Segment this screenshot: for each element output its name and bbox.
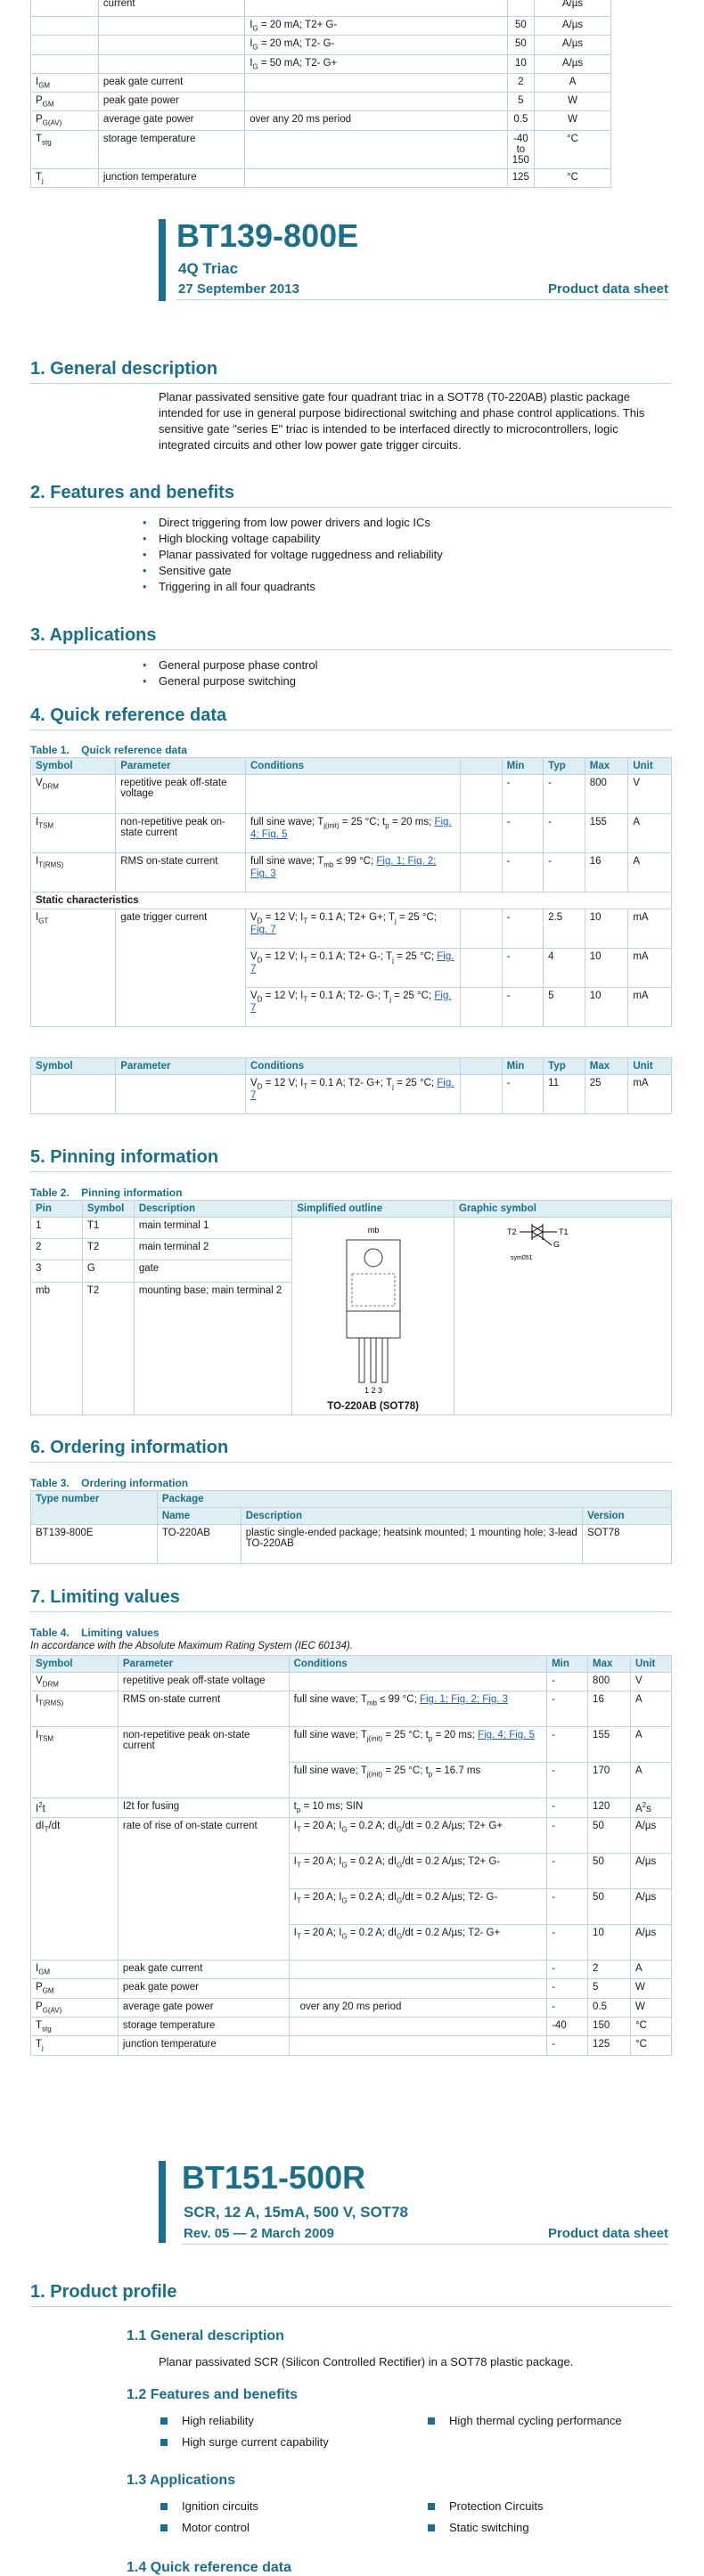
cell: 50 bbox=[588, 1818, 631, 1854]
col-header: Conditions bbox=[246, 1058, 461, 1075]
mb-label: mb bbox=[367, 1226, 379, 1235]
fig-link[interactable]: Fig. 7 bbox=[250, 1078, 454, 1102]
cell: mb bbox=[31, 1282, 83, 1414]
cell: SOT78 bbox=[583, 1525, 672, 1564]
cell: 155 bbox=[588, 1727, 631, 1763]
subsection-applications: 1.3 Applications bbox=[127, 2473, 236, 2488]
col-header: Package bbox=[157, 1491, 671, 1508]
col-header: Min bbox=[502, 758, 544, 775]
cell: 2 bbox=[507, 73, 534, 92]
cell: 10 bbox=[588, 1925, 631, 1961]
cell: full sine wave; $T_{j(init)} = 25$ °C; $t_p = 20$ ms; Fig. 4; Fig. 5 bbox=[289, 1727, 546, 1763]
cell: 4 bbox=[544, 949, 585, 988]
subsection-quick-reference: 1.4 Quick reference data bbox=[127, 2560, 291, 2575]
cell: storage temperature bbox=[118, 2018, 289, 2036]
cell: $I_T = 20$ A; $I_G = 0.2$ A; $dI_G/dt = 0.2$ A/µs; T2+ G- bbox=[289, 1854, 546, 1889]
cell: 2 bbox=[588, 1961, 631, 1979]
cell: T2 bbox=[82, 1239, 134, 1260]
fig-link[interactable]: Fig. 7 bbox=[250, 951, 454, 975]
cell: $I_T = 20$ A; $I_G = 0.2$ A; $dI_G/dt = 0.2$ A/µs; T2- G+ bbox=[289, 1925, 546, 1961]
cell: average gate power bbox=[98, 111, 244, 130]
cell: BT139-800E bbox=[31, 1525, 158, 1564]
product-date: 27 September 2013 bbox=[178, 281, 299, 297]
cell: -40 bbox=[547, 2018, 588, 2036]
general-description-text: Planar passivated sensitive gate four quadrant triac in a SOT78 (T0-220AB) plastic package intended for use in general purpose bidirectional switching and phase control applications. This sensitive gate "series E" triac is intended to be interfaced directly to microcontrollers, logic integrated circuits and other low power gate trigger circuits. bbox=[159, 390, 645, 452]
symbol-t2-label: T2 bbox=[507, 1227, 517, 1236]
cell: - bbox=[547, 1979, 588, 1998]
cell: $P_{GM}$ bbox=[31, 93, 99, 111]
cell: 5 bbox=[588, 1979, 631, 1998]
cell: main terminal 1 bbox=[134, 1218, 291, 1239]
cell: 10 bbox=[585, 909, 628, 949]
cell: plastic single-ended package; heatsink mounted; 1 mounting hole; 3-lead TO-220AB bbox=[241, 1525, 582, 1564]
table-caption: Table 3. Ordering information bbox=[30, 1477, 189, 1489]
cell: - bbox=[547, 1818, 588, 1854]
table-caption: Table 4. Limiting values bbox=[30, 1626, 160, 1639]
cell: $I^2t$ bbox=[31, 1798, 119, 1818]
col-header: Conditions bbox=[246, 758, 461, 775]
fig-link[interactable]: Fig. 7 bbox=[250, 925, 276, 936]
list-item: High reliability bbox=[159, 2410, 329, 2432]
cell: $I_{GM}$ bbox=[31, 73, 99, 92]
cell: - bbox=[547, 1798, 588, 1818]
cell: 5 bbox=[507, 93, 534, 111]
applications-list bbox=[159, 657, 318, 689]
section-quick-reference: 4. Quick reference data bbox=[30, 705, 672, 730]
col-header: Typ bbox=[544, 1058, 585, 1075]
cell: °C bbox=[534, 168, 610, 187]
cell: -40 to 150 bbox=[507, 130, 534, 168]
col-header: Name bbox=[157, 1508, 241, 1525]
cell: - bbox=[547, 1763, 588, 1798]
cell: mA bbox=[628, 988, 672, 1027]
cell: $V_D = 12$ V; $I_T = 0.1$ A; T2- G+; $T_j = 25$ °C; Fig. 7 bbox=[246, 1075, 461, 1114]
cell: $T_{stg}$ bbox=[31, 2018, 119, 2036]
cell: 120 bbox=[588, 1798, 631, 1818]
cell: W bbox=[631, 1979, 672, 1998]
cell: $T_{stg}$ bbox=[31, 130, 99, 168]
simplified-outline-cell bbox=[292, 1218, 454, 1415]
list-item: Ignition circuits bbox=[159, 2496, 258, 2517]
cell: A bbox=[631, 1727, 672, 1763]
cell: average gate power bbox=[118, 1998, 289, 2017]
cell: G bbox=[82, 1260, 134, 1282]
col-header: Unit bbox=[631, 1656, 672, 1673]
cell: A/µs bbox=[631, 1925, 672, 1961]
cell: A/µs bbox=[534, 54, 610, 73]
col-header: Description bbox=[241, 1508, 582, 1525]
cell: repetitive peak off-state voltage bbox=[118, 1673, 289, 1692]
col-header: Max bbox=[585, 1058, 628, 1075]
features-list bbox=[159, 515, 443, 595]
cell: 155 bbox=[585, 814, 628, 853]
cell: $I_{T(RMS)}$ bbox=[31, 1692, 119, 1727]
col-header: Simplified outline bbox=[292, 1201, 454, 1218]
pinning-table bbox=[30, 1200, 672, 1415]
table-caption: Table 2. Pinning information bbox=[30, 1186, 183, 1199]
section-ordering: 6. Ordering information bbox=[30, 1438, 672, 1463]
cell: full sine wave; $T_{j(init)} = 25$ °C; $t_p = 20$ ms; Fig. 4; Fig. 5 bbox=[246, 814, 461, 853]
cell: $I_{TSM}$ bbox=[31, 1727, 119, 1798]
col-header: Parameter bbox=[116, 1058, 246, 1075]
cell: mA bbox=[628, 949, 672, 988]
cell: $P_{GM}$ bbox=[31, 1979, 119, 1998]
col-header: Conditions bbox=[289, 1656, 546, 1673]
header-accent-bar bbox=[159, 2161, 166, 2243]
fig-link[interactable]: Fig. 7 bbox=[250, 990, 452, 1015]
cell: junction temperature bbox=[98, 168, 244, 187]
cell: 125 bbox=[507, 168, 534, 187]
fig-link[interactable]: Fig. 1; Fig. 2; Fig. 3 bbox=[419, 1694, 509, 1706]
cell: 1 bbox=[31, 1218, 83, 1239]
cell: V bbox=[628, 775, 672, 814]
cell: over any 20 ms period bbox=[289, 1998, 546, 2017]
cell: peak gate power bbox=[98, 93, 244, 111]
cell: $V_{DRM}$ bbox=[31, 1673, 119, 1692]
cell: TO-220AB bbox=[157, 1525, 241, 1564]
product-title: BT151-500R bbox=[182, 2159, 366, 2196]
cell: mA bbox=[628, 909, 672, 949]
col-header: Max bbox=[588, 1656, 631, 1673]
cell: - bbox=[502, 775, 544, 814]
doc-type: Product data sheet bbox=[547, 281, 668, 297]
product-date: Rev. 05 — 2 March 2009 bbox=[184, 2226, 334, 2241]
section-pinning: 5. Pinning information bbox=[30, 1147, 672, 1172]
cell: 3 bbox=[31, 1260, 83, 1282]
quick-reference-table-continued bbox=[30, 1057, 672, 1114]
to220-outline-drawing bbox=[320, 1220, 427, 1398]
cell: $I_T = 20$ A; $I_G = 0.2$ A; $dI_G/dt = 0.2$ A/µs; T2- G- bbox=[289, 1889, 546, 1925]
cell: storage temperature bbox=[98, 130, 244, 168]
cell: - bbox=[544, 814, 585, 853]
symbol-code: sym051 bbox=[511, 1255, 533, 1261]
cell: junction temperature bbox=[118, 2036, 289, 2055]
applications-list-left bbox=[159, 2496, 258, 2539]
cell: 0.5 bbox=[507, 111, 534, 130]
col-header: Symbol bbox=[31, 1058, 116, 1075]
cell: $P_{G(AV)}$ bbox=[31, 111, 99, 130]
cell: $I_{TSM}$ bbox=[31, 814, 116, 853]
cell: repetitive peak off-state voltage bbox=[116, 775, 246, 814]
cell: $I_{T(RMS)}$ bbox=[31, 853, 116, 893]
cell: mA bbox=[628, 1075, 672, 1114]
section-limiting: 7. Limiting values bbox=[30, 1587, 672, 1612]
quick-reference-table bbox=[30, 757, 672, 1027]
col-header: Parameter bbox=[118, 1656, 289, 1673]
cell: - bbox=[547, 1998, 588, 2017]
cell bbox=[507, 0, 534, 17]
cell bbox=[31, 0, 99, 17]
cell: peak gate power bbox=[118, 1979, 289, 1998]
cell: 800 bbox=[585, 775, 628, 814]
list-item: Static switching bbox=[426, 2517, 543, 2539]
cell: - bbox=[502, 853, 544, 893]
cell: $I_G = 20$ mA; T2- G- bbox=[245, 36, 508, 54]
cell: 50 bbox=[588, 1889, 631, 1925]
cell: A bbox=[628, 853, 672, 893]
list-item: High thermal cycling performance bbox=[426, 2410, 622, 2432]
cell: A bbox=[628, 814, 672, 853]
product-subtitle: SCR, 12 A, 15mA, 500 V, SOT78 bbox=[184, 2204, 408, 2221]
top-limiting-table bbox=[30, 0, 672, 188]
product-title: BT139-800E bbox=[176, 217, 359, 254]
cell: $T_j$ bbox=[31, 168, 99, 187]
list-item: • Direct triggering from low power drivers and logic ICs bbox=[159, 515, 443, 531]
cell: current bbox=[98, 0, 244, 17]
cell: I2t for fusing bbox=[118, 1798, 289, 1818]
cell: 50 bbox=[507, 36, 534, 54]
static-characteristics-label: Static characteristics bbox=[31, 893, 672, 909]
cell: - bbox=[502, 909, 544, 949]
cell: - bbox=[502, 949, 544, 988]
cell: - bbox=[547, 1727, 588, 1763]
list-item: • Sensitive gate bbox=[159, 563, 443, 579]
cell: 125 bbox=[588, 2036, 631, 2055]
cell: peak gate current bbox=[98, 73, 244, 92]
cell: - bbox=[547, 1961, 588, 1979]
cell: $V_D = 12$ V; $I_T = 0.1$ A; T2+ G-; $T_j = 25$ °C; Fig. 7 bbox=[246, 949, 461, 988]
cell: - bbox=[547, 2036, 588, 2055]
list-item: Protection Circuits bbox=[426, 2496, 543, 2517]
cell bbox=[245, 0, 508, 17]
cell: $V_{DRM}$ bbox=[31, 775, 116, 814]
cell: 10 bbox=[507, 54, 534, 73]
cell: W bbox=[534, 93, 610, 111]
cell: 10 bbox=[585, 949, 628, 988]
cell: A bbox=[631, 1692, 672, 1727]
section-general-description: 1. General description bbox=[30, 359, 672, 384]
list-item: • High blocking voltage capability bbox=[159, 531, 443, 547]
list-item: • General purpose switching bbox=[159, 673, 318, 689]
cell: - bbox=[547, 1889, 588, 1925]
cell: T2 bbox=[82, 1282, 134, 1414]
cell: - bbox=[502, 1075, 544, 1114]
col-header: Min bbox=[547, 1656, 588, 1673]
list-item: • General purpose phase control bbox=[159, 657, 318, 673]
header-rule bbox=[182, 2244, 668, 2245]
section-product-profile: 1. Product profile bbox=[30, 2282, 672, 2307]
features-list-left bbox=[159, 2410, 329, 2453]
outline-caption: TO-220AB (SOT78) bbox=[327, 1401, 419, 1412]
subsection-general-description: 1.1 General description bbox=[127, 2328, 284, 2344]
cell: $V_D = 12$ V; $I_T = 0.1$ A; T2+ G+; $T_j = 25$ °C; Fig. 7 bbox=[246, 909, 461, 949]
cell: A bbox=[534, 73, 610, 92]
cell: peak gate current bbox=[118, 1961, 289, 1979]
cell: 50 bbox=[507, 17, 534, 36]
applications-list-right bbox=[426, 2496, 543, 2539]
cell: - bbox=[547, 1692, 588, 1727]
cell: A/µs bbox=[534, 17, 610, 36]
header-accent-bar bbox=[159, 219, 166, 301]
cell: gate bbox=[134, 1260, 291, 1282]
col-header: Version bbox=[583, 1508, 672, 1525]
cell: 50 bbox=[588, 1854, 631, 1889]
general-description-text: Planar passivated SCR (Silicon Controlled Rectifier) in a SOT78 plastic package. bbox=[159, 2355, 574, 2368]
cell: - bbox=[547, 1673, 588, 1692]
fig-link[interactable]: Fig. 4; Fig. 5 bbox=[250, 817, 452, 841]
features-list-right bbox=[426, 2410, 622, 2432]
cell: $I_G = 20$ mA; T2+ G- bbox=[245, 17, 508, 36]
symbol-t1-label: T1 bbox=[559, 1227, 569, 1236]
col-header: Parameter bbox=[116, 758, 246, 775]
cell: $A^2s$ bbox=[631, 1798, 672, 1818]
cell: 2 bbox=[31, 1239, 83, 1260]
col-header: Unit bbox=[628, 758, 672, 775]
cell: - bbox=[544, 775, 585, 814]
cell: $V_D = 12$ V; $I_T = 0.1$ A; T2- G-; $T_j = 25$ °C; Fig. 7 bbox=[246, 988, 461, 1027]
cell: °C bbox=[534, 130, 610, 168]
table-caption: Table 1. Quick reference data bbox=[30, 744, 187, 756]
cell: A/µs bbox=[631, 1889, 672, 1925]
cell: 2.5 bbox=[544, 909, 585, 949]
graphic-symbol-cell bbox=[454, 1218, 672, 1415]
cell: RMS on-state current bbox=[116, 853, 246, 893]
cell: - bbox=[547, 1854, 588, 1889]
cell: $dI_T/dt$ bbox=[31, 1818, 119, 1961]
cell: $I_{GT}$ bbox=[31, 909, 116, 1027]
list-item: High surge current capability bbox=[159, 2432, 329, 2453]
cell: T1 bbox=[82, 1218, 134, 1239]
section-features: 2. Features and benefits bbox=[30, 483, 672, 508]
product-subtitle: 4Q Triac bbox=[178, 260, 239, 277]
limiting-table bbox=[30, 1655, 672, 2056]
cell: mounting base; main terminal 2 bbox=[134, 1282, 291, 1414]
list-item: • Triggering in all four quadrants bbox=[159, 579, 443, 595]
cell: non-repetitive peak on-state current bbox=[116, 814, 246, 853]
col-header: Typ bbox=[544, 758, 585, 775]
cell: 800 bbox=[588, 1673, 631, 1692]
col-header: Max bbox=[585, 758, 628, 775]
cell: A/µs bbox=[534, 36, 610, 54]
cell: full sine wave; $T_{mb} \le 99$ °C; Fig. 1; Fig. 2; Fig. 3 bbox=[246, 853, 461, 893]
col-header: Symbol bbox=[31, 758, 116, 775]
cell: V bbox=[631, 1673, 672, 1692]
col-header: Description bbox=[134, 1201, 291, 1218]
header-rule bbox=[176, 299, 668, 300]
cell: 0.5 bbox=[588, 1998, 631, 2017]
col-header: Symbol bbox=[31, 1656, 119, 1673]
cell: A/µs bbox=[631, 1854, 672, 1889]
cell: rate of rise of on-state current bbox=[118, 1818, 289, 1961]
cell: 16 bbox=[585, 853, 628, 893]
cell: 16 bbox=[588, 1692, 631, 1727]
cell: $T_j$ bbox=[31, 2036, 119, 2055]
cell: 5 bbox=[544, 988, 585, 1027]
subsection-features: 1.2 Features and benefits bbox=[127, 2387, 299, 2402]
cell: - bbox=[547, 1925, 588, 1961]
col-header: Symbol bbox=[82, 1201, 134, 1218]
cell: W bbox=[631, 1998, 672, 2017]
cell: $I_G = 50$ mA; T2- G+ bbox=[245, 54, 508, 73]
list-item: Motor control bbox=[159, 2517, 258, 2539]
cell: °C bbox=[631, 2018, 672, 2036]
col-header: Pin bbox=[31, 1201, 83, 1218]
cell: - bbox=[502, 988, 544, 1027]
cell: °C bbox=[631, 2036, 672, 2055]
pin-numbers: 1 2 3 bbox=[364, 1386, 382, 1395]
col-header: Unit bbox=[628, 1058, 672, 1075]
cell: 11 bbox=[544, 1075, 585, 1114]
cell: full sine wave; $T_{mb} \le 99$ °C; Fig. 1; Fig. 2; Fig. 3 bbox=[289, 1692, 546, 1727]
cell: RMS on-state current bbox=[118, 1692, 289, 1727]
cell: main terminal 2 bbox=[134, 1239, 291, 1260]
cell: A/µs bbox=[534, 0, 610, 17]
cell: $P_{G(AV)}$ bbox=[31, 1998, 119, 2017]
cell: - bbox=[544, 853, 585, 893]
section-applications: 3. Applications bbox=[30, 625, 672, 650]
symbol-g-label: G bbox=[553, 1240, 561, 1249]
cell: over any 20 ms period bbox=[245, 111, 508, 130]
cell: non-repetitive peak on-state current bbox=[118, 1727, 289, 1798]
fig-link[interactable]: Fig. 1; Fig. 2; Fig. 3 bbox=[250, 856, 437, 880]
cell: A bbox=[631, 1961, 672, 1979]
col-header: Graphic symbol bbox=[454, 1201, 672, 1218]
table-note: In accordance with the Absolute Maximum Rating System (IEC 60134). bbox=[30, 1641, 353, 1651]
cell: 170 bbox=[588, 1763, 631, 1798]
cell: gate trigger current bbox=[116, 909, 246, 1027]
fig-link[interactable]: Fig. 4; Fig. 5 bbox=[478, 1730, 535, 1741]
cell: $t_p = 10$ ms; SIN bbox=[289, 1798, 546, 1818]
list-item: • Planar passivated for voltage ruggedness and reliability bbox=[159, 547, 443, 563]
col-header: Type number bbox=[31, 1491, 158, 1525]
cell: $I_T = 20$ A; $I_G = 0.2$ A; $dI_G/dt = 0.2$ A/µs; T2+ G+ bbox=[289, 1818, 546, 1854]
cell: full sine wave; $T_{j(init)} = 25$ °C; $t_p = 16.7$ ms bbox=[289, 1763, 546, 1798]
doc-type: Product data sheet bbox=[547, 2226, 668, 2241]
ordering-table bbox=[30, 1490, 672, 1564]
cell: 25 bbox=[585, 1075, 628, 1114]
cell: $I_{GM}$ bbox=[31, 1961, 119, 1979]
triac-symbol-drawing bbox=[459, 1220, 664, 1274]
cell: W bbox=[534, 111, 610, 130]
cell: A/µs bbox=[631, 1818, 672, 1854]
col-header: Min bbox=[502, 1058, 544, 1075]
cell: 10 bbox=[585, 988, 628, 1027]
cell: A bbox=[631, 1763, 672, 1798]
cell: 150 bbox=[588, 2018, 631, 2036]
cell: - bbox=[502, 814, 544, 853]
